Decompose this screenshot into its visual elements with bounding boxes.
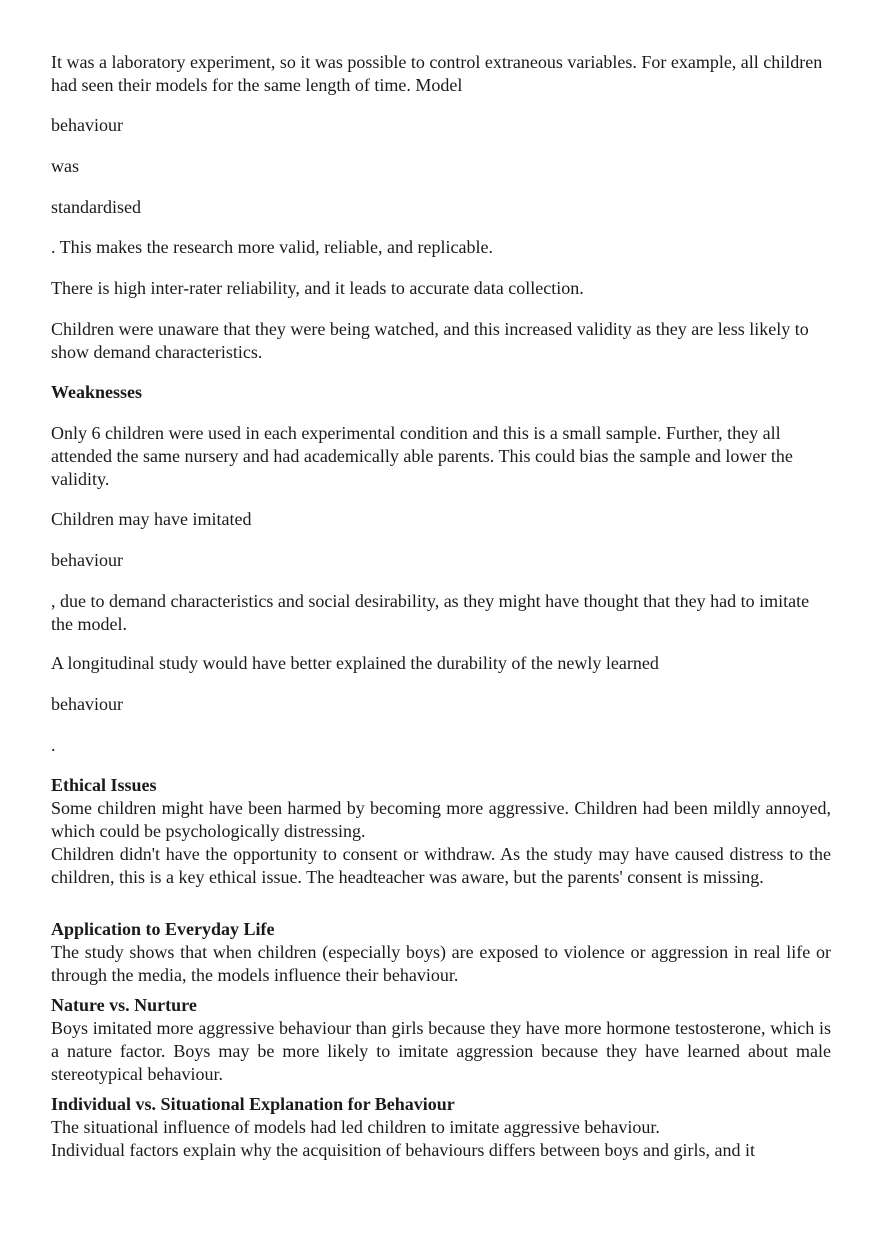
weakness-paragraph-demand: , due to demand characteristics and social desirability, as they might have thought that they had to imitate the model. [51, 591, 810, 634]
individual-text: Individual factors explain why the acquisition of behaviours differs between boys and girls, and it [51, 1140, 755, 1160]
nature-nurture-heading: Nature vs. Nurture [51, 995, 197, 1015]
nature-nurture-text: Boys imitated more aggressive behaviour than girls because they have more hormone testosterone, which is a nature factor. Boys may be more likely to imitate aggression because they have learned about male stereotypical behaviour. [51, 1018, 831, 1084]
strength-paragraph-unaware: Children were unaware that they were being watched, and this increased validity as they are less likely to show demand characteristics. [51, 319, 809, 362]
application-text: The study shows that when children (especially boys) are exposed to violence or aggression in real life or through the media, the models influence their behaviour. [51, 942, 831, 985]
situational-text: The situational influence of models had led children to imitate aggressive behaviour. [51, 1117, 660, 1137]
weakness-paragraph-imitated: Children may have imitated [51, 509, 252, 529]
nature-nurture-section [51, 994, 831, 1086]
individual-situational-section [51, 1093, 831, 1162]
application-heading: Application to Everyday Life [51, 919, 275, 939]
paragraph-fragment-behaviour-2: behaviour [51, 550, 123, 570]
weakness-paragraph-sample: Only 6 children were used in each experimental condition and this is a small sample. Further, they all attended the same nursery and had academically able parents. This could bias the sample and lower the validity. [51, 423, 793, 489]
paragraph-fragment-behaviour-3: behaviour [51, 694, 123, 714]
paragraph-fragment-period: . [51, 735, 56, 755]
application-section [51, 918, 831, 987]
strength-paragraph-inter-rater: There is high inter-rater reliability, and it leads to accurate data collection. [51, 278, 584, 298]
paragraph-fragment-behaviour: behaviour [51, 115, 123, 135]
paragraph-fragment-valid-reliable: . This makes the research more valid, reliable, and replicable. [51, 237, 493, 257]
paragraph-fragment-standardised: standardised [51, 197, 141, 217]
weaknesses-heading: Weaknesses [51, 382, 143, 402]
ethical-harm-text: Some children might have been harmed by becoming more aggressive. Children had been mildly annoyed, which could be psychologically distressing. [51, 798, 831, 841]
strength-paragraph-controlled-variables: It was a laboratory experiment, so it was possible to control extraneous variables. For example, all children had seen their models for the same length of time. Model [51, 52, 823, 95]
ethical-issues-heading: Ethical Issues [51, 775, 157, 795]
ethical-consent-text: Children didn't have the opportunity to consent or withdraw. As the study may have caused distress to the children, this is a key ethical issue. The headteacher was aware, but the parents' consent is missing. [51, 844, 831, 887]
weakness-paragraph-longitudinal: A longitudinal study would have better explained the durability of the newly learned [51, 653, 659, 673]
paragraph-fragment-was: was [51, 156, 79, 176]
ethical-issues-section [51, 774, 831, 889]
individual-situational-heading: Individual vs. Situational Explanation for Behaviour [51, 1094, 455, 1114]
